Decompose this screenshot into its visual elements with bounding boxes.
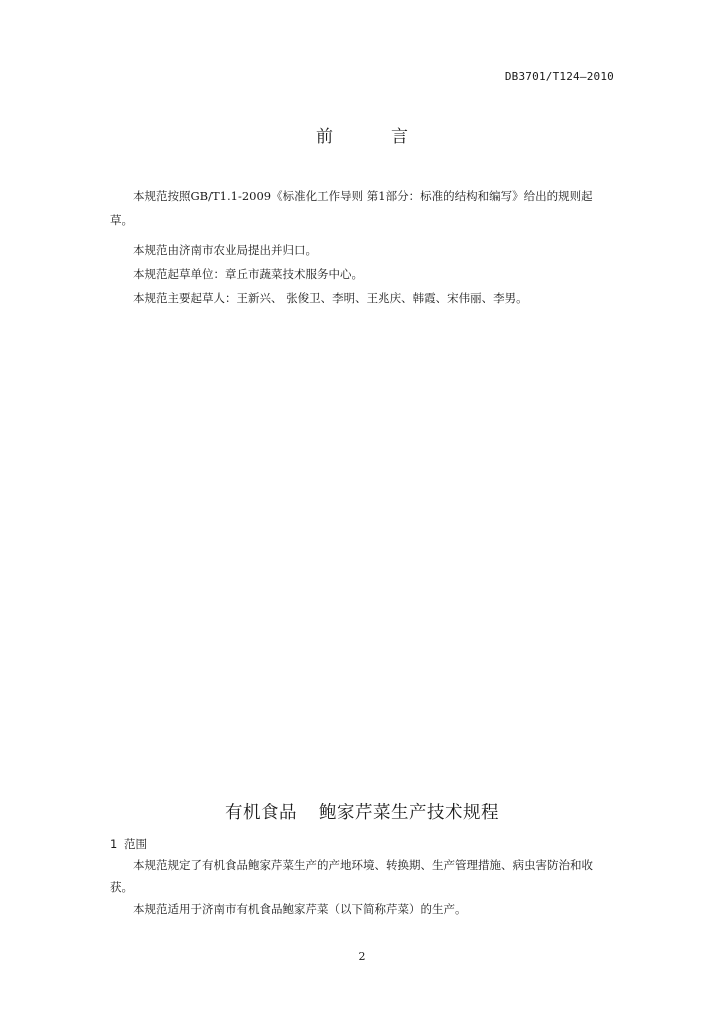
section-heading-scope (110, 836, 147, 852)
document-title-part2: 鲍家芹菜生产技术规程 (319, 803, 499, 823)
preface-paragraph-drafting-unit: 本规范起草单位：章丘市蔬菜技术服务中心。 (133, 267, 363, 281)
preface-title (0, 122, 724, 147)
preface-title-first-char: 前 (316, 127, 333, 147)
preface-paragraph-drafters: 本规范主要起草人：王新兴、 张俊卫、李明、王兆庆、韩霞、宋伟丽、李男。 (133, 291, 528, 305)
scope-paragraph-content: 本规范规定了有机食品鲍家芹菜生产的产地环境、转换期、生产管理措施、病虫害防治和收获。 (110, 858, 593, 894)
section-number: 1 (110, 837, 118, 851)
preface-paragraph-proposer: 本规范由济南市农业局提出并归口。 (133, 243, 317, 257)
scope-paragraph-applicability: 本规范适用于济南市有机食品鲍家芹菜（以下简称芹菜）的生产。 (133, 902, 467, 916)
document-title-part1: 有机食品 (225, 803, 297, 823)
preface-paragraph-standard-basis: 本规范按照GB/T1.1-2009《标准化工作导则 第1部分：标准的结构和编写》给出的规则起草。 (110, 189, 593, 227)
document-title (0, 799, 724, 824)
standard-code: DB3701/T124—2010 (504, 70, 614, 83)
page-number: 2 (358, 950, 366, 963)
preface-title-second-char: 言 (391, 127, 408, 147)
section-title: 范围 (124, 837, 147, 851)
